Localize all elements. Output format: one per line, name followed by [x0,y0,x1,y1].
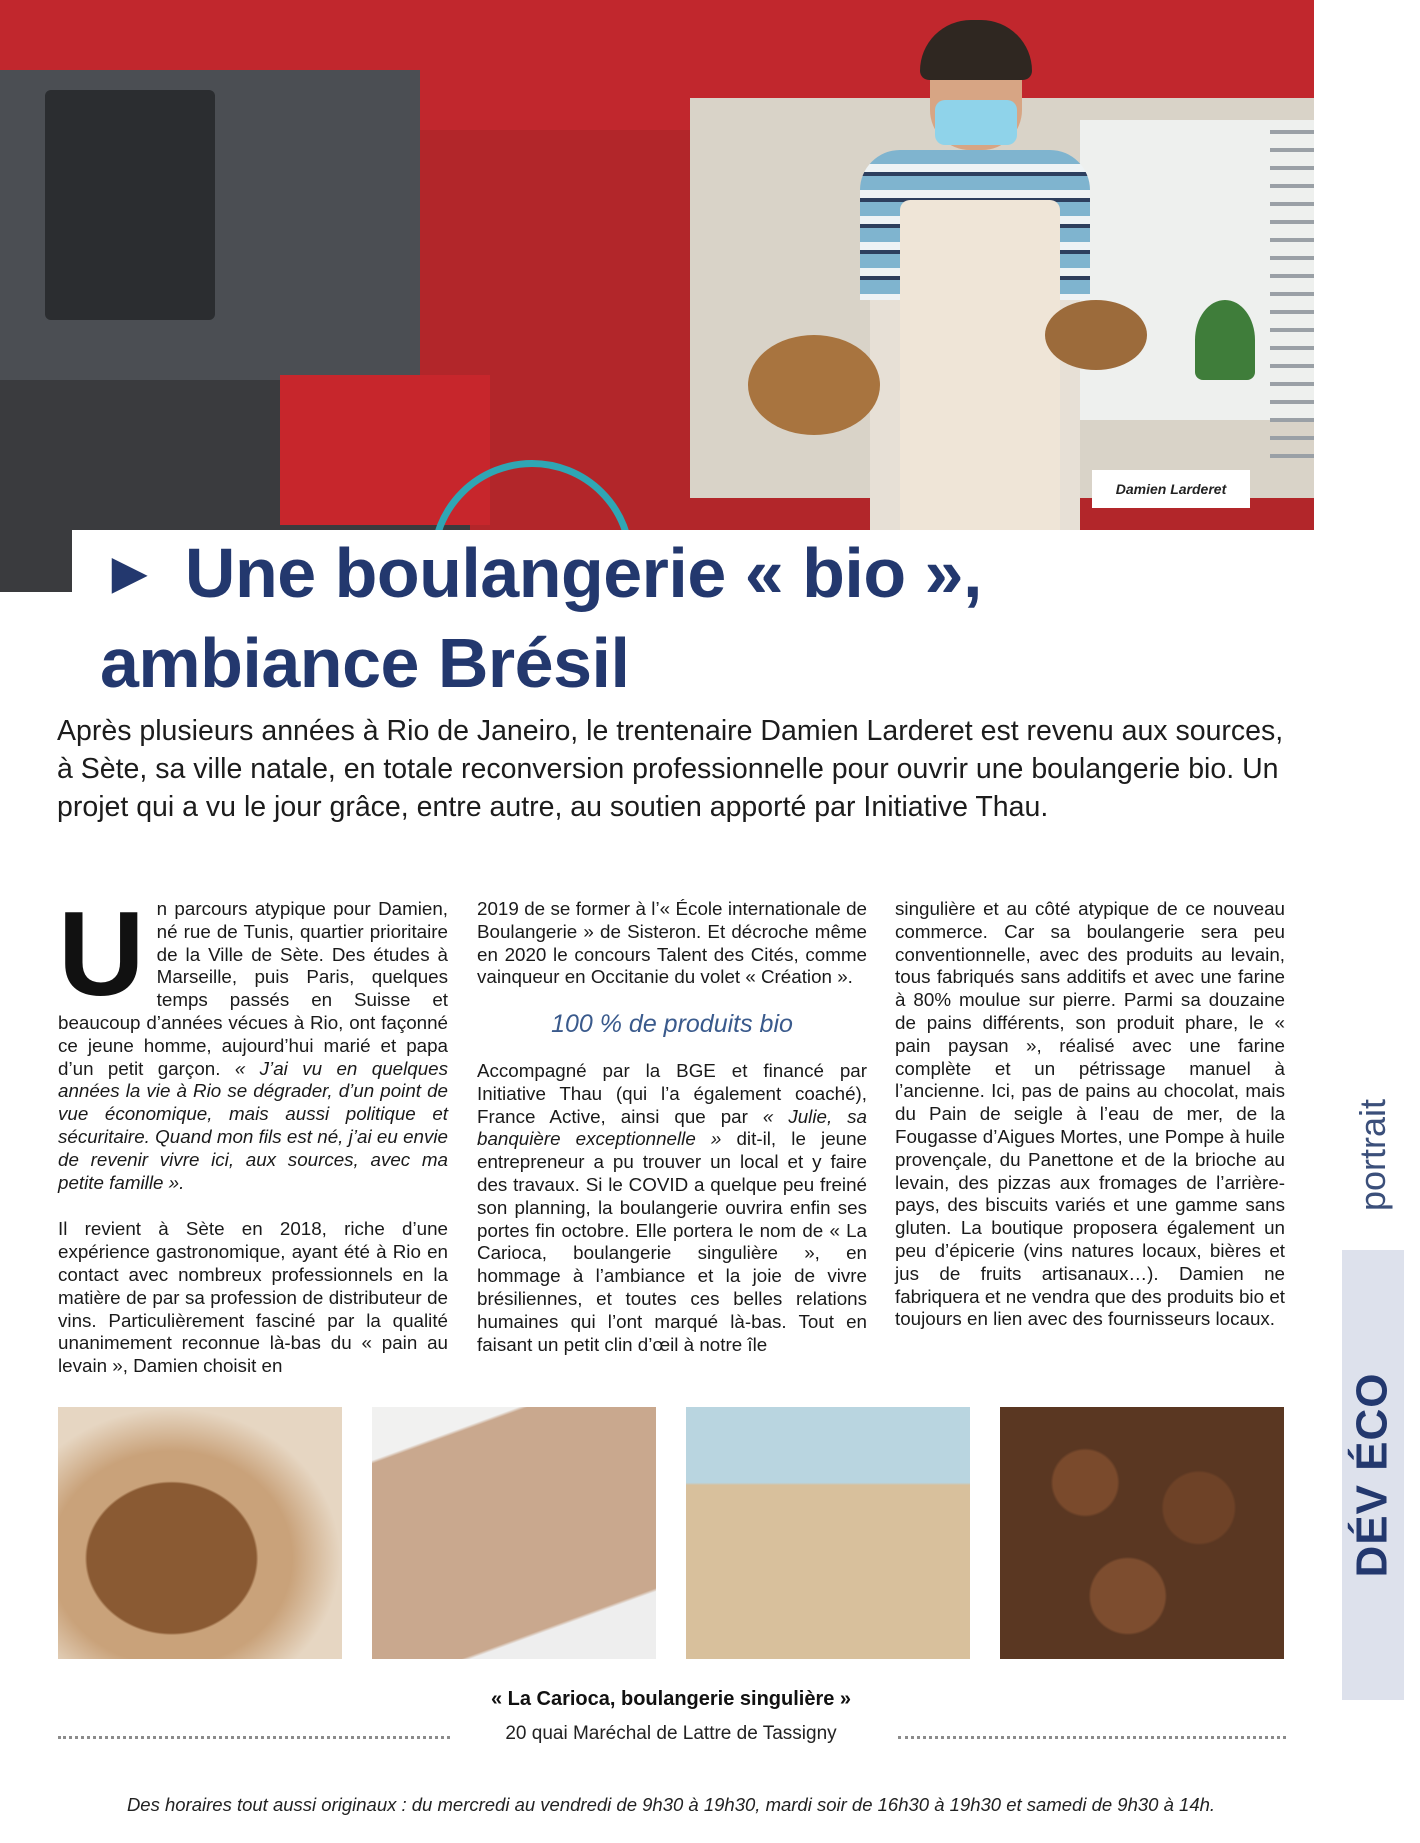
photo-bread-loaves [1000,1407,1284,1659]
paragraph [477,1060,867,1356]
photo-biscuits-scale [686,1407,970,1659]
paragraph [58,887,448,1194]
opening-hours: Des horaires tout aussi originaux : du mercredi au vendredi de 9h30 à 19h30, mardi soir de 16h30 à 19h30 et samedi de 9h30 à 14h. [126,1794,1216,1815]
plant [1195,300,1255,380]
paragraph-text: Accompagné par la BGE et financé par Initiative Thau (qui l’a également coaché), France Active, ainsi que par [477,1059,867,1127]
play-arrow-icon: ► [100,539,159,606]
photo-bread-slice [58,1407,342,1659]
quote: « J’ai vu en quelques années la vie à Rio se dégrader, d’un point de vue économique, mais aussi politique et sécuritaire. Quand mon fils est né, j’ai eu envie de revenir vivre ici, aux sources, avec ma petite famille ». [58,1057,448,1193]
photo-dough-kneading [372,1407,656,1659]
bread-loaf-left [748,335,880,435]
article-column-1 [58,887,448,1402]
section-text: DÉV ÉCO [1348,1372,1398,1578]
photo-credit: Damien Larderet [1092,470,1250,508]
paragraph: 2019 de se former à l’« École internationale de Boulangerie » de Sisteron. Et décroche même en 2020 le concours Talent des Cités, comme vainqueur en Occitanie du volet « Création ». [477,898,867,988]
section-tab [1342,1250,1404,1700]
paragraph-text: dit-il, le jeune entrepreneur a pu trouver un local et y faire des travaux. Si le COVID a quelque peu freiné son planning, la boulangerie ouvrira enfin ses portes fin octobre. Elle portera le nom de « La Carioca, boulangerie singulière », en hommage à l’ambiance et la joie de vivre brésiliennes, et toutes ces belles relations humaines qui l’ont marqué là-bas. Tout en faisant un petit clin d’œil à notre île [477,1128,867,1355]
article-column-2 [477,898,867,1380]
page-title [100,530,1300,706]
category-label [1342,1080,1404,1230]
paragraph: Il revient à Sète en 2018, riche d’une expérience gastronomique, ayant été à Rio en contact avec nombreux professionnels en la matière de par sa profession de distributeur de vins. Particulièrement fasciné par la qualité unanimement reconnue là-bas du « pain au levain », Damien choisit en [58,1218,448,1377]
title-line-1: Une boulangerie « bio », [184,534,982,612]
paragraph: singulière et au côté atypique de ce nouveau commerce. Car sa boulangerie sera peu conventionnelle, avec des produits au levain, tous fabriqués sans additifs et avec une farine à 80% moulue sur pierre. Parmi sa douzaine de pains différents, son produit phare, le « pain paysan », réalisé avec une farine complète et un pétrissage manuel à l’ancienne. Ici, pas de pains au chocolat, mais du Pain de seigle à l’eau de mer, de la Fougasse d’Aigues Mortes, une Pompe à huile provençale, du Panettone et de la brioche au levain, des pizzas aux fromages de l’arrière-pays, des biscuits variés et une gamme sans gluten. La boutique proposera également un peu d’épicerie (vins natures locaux, bières et jus de fruits artisanaux…). Damien ne fabriquera et ne vendra que des produits bio et toujours en lien avec des fournisseurs locaux. [895,898,1285,1330]
shop-name: « La Carioca, boulangerie singulière » [490,1688,852,1710]
quote: « Julie, sa banquière exceptionnelle » [477,1105,867,1150]
bread-loaf-right [1045,300,1147,370]
face-mask [935,100,1017,145]
dotted-divider-right [898,1736,1286,1739]
drop-cap: U [58,887,145,1021]
apron [900,200,1060,560]
lead-paragraph: Après plusieurs années à Rio de Janeiro, le trentenaire Damien Larderet est revenu aux sources, à Sète, sa ville natale, en totale reconversion professionnelle pour ouvrir une boulangerie bio. Un projet qui a vu le jour grâce, entre autre, au soutien apporté par Initiative Thau. [57,715,1284,823]
article-column-3 [895,898,1285,1355]
section-subheading: 100 % de produits bio [551,1010,793,1039]
cash-register [45,90,215,320]
baking-rack [1270,130,1314,460]
title-line-2: ambiance Brésil [100,624,630,702]
paragraph-text: n parcours atypique pour Damien, né rue de Tunis, quartier prioritaire de la Ville de Sète. Des études à Marseille, puis Paris, quelques temps passés en Suisse et beaucoup d’années vécues à Rio, ont façonné ce jeune homme, aujourd’hui marié et papa d’un petit garçon. [58,898,448,1079]
shop-address: 20 quai Maréchal de Lattre de Tassigny [505,1723,837,1744]
category-text: portrait [1352,1098,1394,1212]
